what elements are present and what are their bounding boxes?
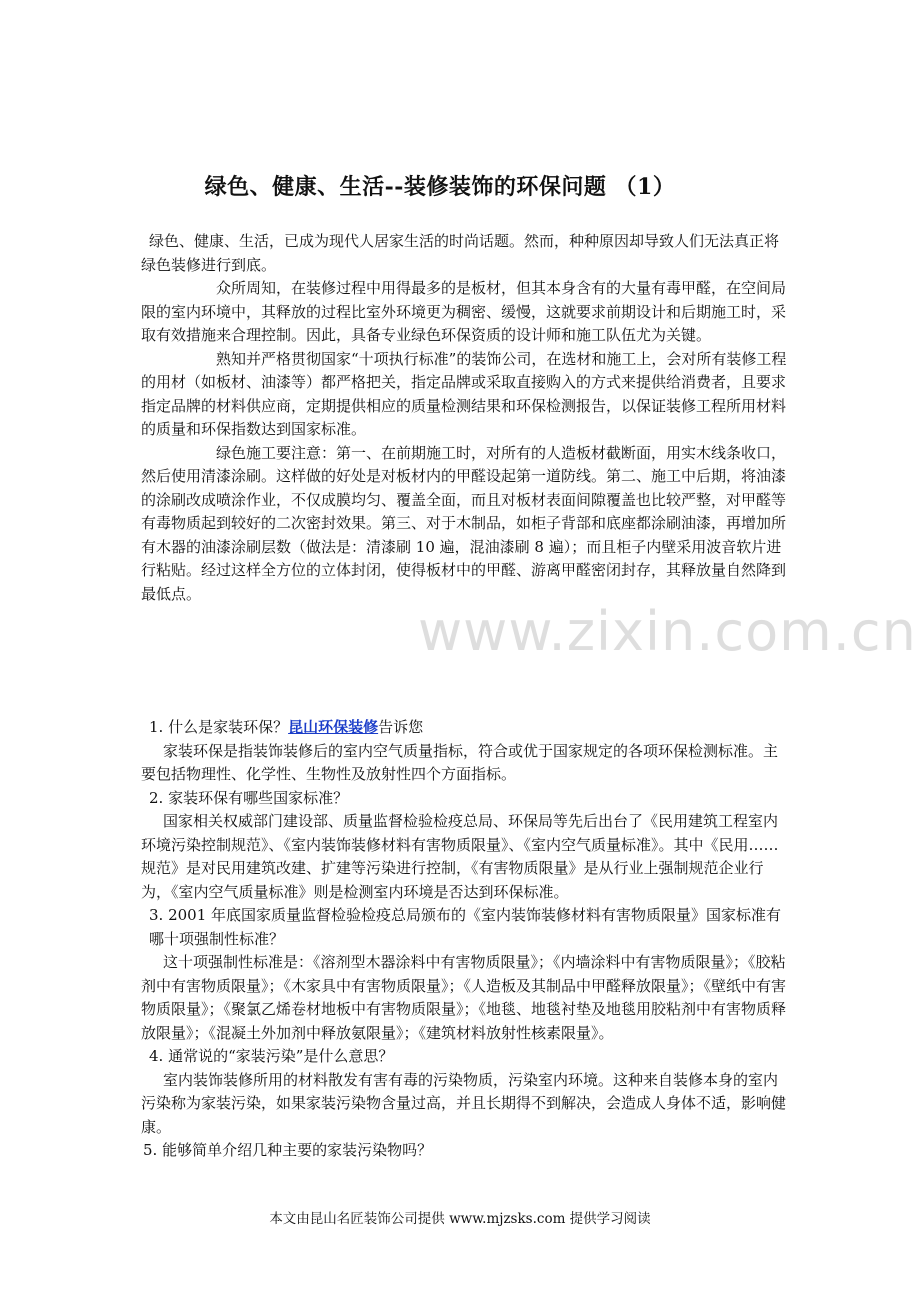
intro-paragraph-1: 绿色、健康、生活，已成为现代人居家生活的时尚话题。然而，种种原因却导致人们无法真正将绿色装修进行到底。 bbox=[141, 232, 780, 274]
qa-section bbox=[141, 716, 791, 1163]
question-1-prefix: 1. 什么是家装环保？ bbox=[149, 718, 289, 736]
kunshan-eco-decoration-link[interactable]: 昆山环保装修 bbox=[288, 718, 379, 736]
answer-3: 这十项强制性标准是：《溶剂型木器涂料中有害物质限量》；《内墙涂料中有害物质限量》；《胶粘剂中有害物质限量》；《木家具中有害物质限量》；《人造板及其制品中甲醛释放限量》；《壁纸中有害物质限量》；《聚氯乙烯卷材地板中有害物质限量》；《地毯、地毯衬垫及地毯用胶粘剂中有害物质释放限量》；《混凝土外加剂中释放氨限量》；《建筑材料放射性核素限量》。 bbox=[141, 953, 787, 1042]
answer-1: 家装环保是指装饰装修后的室内空气质量指标，符合或优于国家规定的各项环保检测标准。主要包括物理性、化学性、生物性及放射性四个方面指标。 bbox=[141, 741, 779, 783]
document-title: 绿色、健康、生活--装修装饰的环保问题 （1） bbox=[204, 174, 676, 200]
question-3: 3. 2001 年底国家质量监督检验检疫总局颁布的《室内装饰装修材料有害物质限量》国家标准有哪十项强制性标准？ bbox=[149, 906, 782, 948]
intro-paragraph-3: 熟知并严格贯彻国家“十项执行标准”的装饰公司，在选材和施工上，会对所有装修工程的用材（如板材、油漆等）都严格把关，指定品牌或采取直接购入的方式来提供给消费者，且要求指定品牌的材料供应商，定期提供相应的质量检测结果和环保检测报告，以保证装修工程所用材料的质量和环保指数达到国家标准。 bbox=[141, 349, 787, 438]
intro-section bbox=[141, 230, 789, 606]
question-1-suffix: 告诉您 bbox=[378, 718, 424, 736]
question-4: 4. 通常说的“家装污染”是什么意思？ bbox=[149, 1047, 394, 1065]
answer-2: 国家相关权威部门建设部、质量监督检验检疫总局、环保局等先后出台了《民用建筑工程室内环境污染控制规范》、《室内装饰装修材料有害物质限量》、《室内空气质量标准》。其中《民用……规范》是对民用建筑改建、扩建等污染进行控制，《有害物质限量》是从行业上强制规范企业行为，《室内空气质量标准》则是检测室内环境是否达到环保标准。 bbox=[141, 812, 779, 901]
question-5: 5. 能够简单介绍几种主要的家装污染物吗？ bbox=[143, 1141, 433, 1159]
watermark: www.zixin.com.cn bbox=[418, 600, 917, 663]
intro-paragraph-2: 众所周知，在装修过程中用得最多的是板材，但其本身含有的大量有毒甲醛，在空间局限的室内环境中，其释放的过程比室外环境更为稠密、缓慢，这就要求前期设计和后期施工时，采取有效措施来合理控制。因此，具备专业绿色环保资质的设计师和施工队伍尤为关键。 bbox=[141, 279, 787, 344]
question-1 bbox=[141, 716, 791, 740]
intro-paragraph-4: 绿色施工要注意：第一、在前期施工时，对所有的人造板材截断面，用实木线条收口，然后使用清漆涂刷。这样做的好处是对板材内的甲醛设起第一道防线。第二、施工中后期，将油漆的涂刷改成喷涂作业，不仅成膜均匀、覆盖全面，而且对板材表面间隙覆盖也比较严整，对甲醛等有毒物质起到较好的二次密封效果。第三、对于木制品，如柜子背部和底座都涂刷油漆，再增加所有木器的油漆涂刷层数（做法是：清漆刷 10 遍，混油漆刷 8 遍）；而且柜子内壁采用波音软片进行粘贴。经过这样全方位的立体封闭，使得板材中的甲醛、游离甲醛密闭封存，其释放量自然降到最低点。 bbox=[141, 443, 787, 603]
question-2: 2. 家装环保有哪些国家标准？ bbox=[149, 788, 349, 807]
page-footer: 本文由昆山名匠装饰公司提供 www.mjzsks.com 提供学习阅读 bbox=[269, 1211, 651, 1227]
answer-4: 室内装饰装修所用的材料散发有害有毒的污染物质，污染室内环境。这种来自装修本身的室内污染称为家装污染，如果家装污染物含量过高，并且长期得不到解决，会造成人身体不适，影响健康。 bbox=[141, 1070, 787, 1136]
